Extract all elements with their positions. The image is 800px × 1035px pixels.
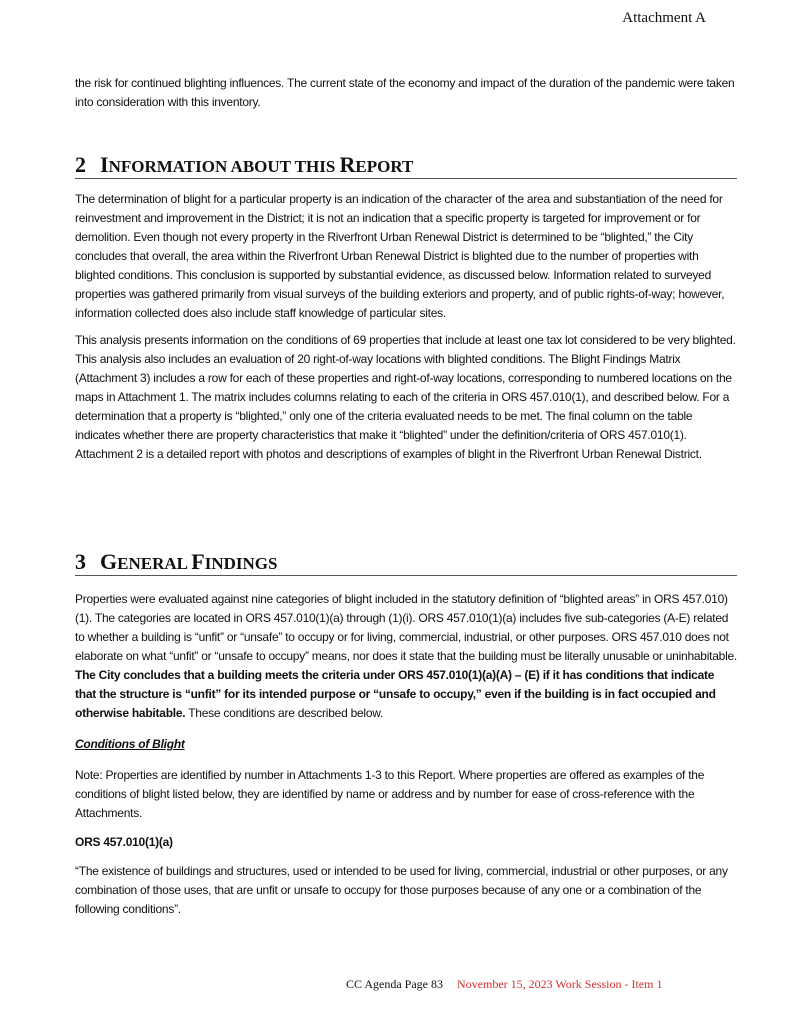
session-label: November 15, 2023 Work Session - Item 1 <box>457 977 663 991</box>
section-2-paragraph-1: The determination of blight for a particular property is an indication of the character of the area and substantiation of the need for reinvestment and improvement in the District; it is not an indication that a specific property is targeted for improvement or for demolition. Even though not every property in the Riverfront Urban Renewal District is determined to be “blighted,” the City concludes that overall, the area within the Riverfront Urban Renewal District is blighted due to the number of properties with blighted conditions. This conclusion is supported by substantial evidence, as discussed below. Information related to surveyed properties was gathered primarily from visual surveys of the building exteriors and property, and of public rights-of-way; however, information collected does also include staff knowledge of particular sites. <box>75 192 725 320</box>
section-3 <box>75 549 737 927</box>
attachment-label: Attachment A <box>622 10 706 26</box>
section-3-paragraph-1: Properties were evaluated against nine categories of blight included in the statutory definition of “blighted areas” in ORS 457.010)(1). The categories are located in ORS 457.010(1)(a) through (1)(i). ORS 457.010(1)(a) includes five sub-categories (A-E) related to whether a building is “unfit” or “unsafe” to occupy or for living, commercial, industrial, or other purposes. ORS 457.010 does not elaborate on what “unfit” or “unsafe to occupy” means, nor does it state that the building must be literally unusable or uninhabitable. The City concludes that a building meets the criteria under ORS 457.010(1)(a)(A) – (E) if it has conditions that indicate that the structure is “unfit” for its intended purpose or “unsafe to occupy,” even if the building is in fact occupied and otherwise habitable. These conditions are described below. <box>75 592 737 720</box>
note-paragraph: Note: Properties are identified by number in Attachments 1-3 to this Report. Where properties are offered as examples of the conditions of blight listed below, they are identified by name or address and by number for ease of cross-reference with the Attachments. <box>75 768 705 820</box>
intro-paragraph: the risk for continued blighting influences. The current state of the economy and impact of the duration of the pandemic were taken into consideration with this inventory. <box>75 76 735 109</box>
section-2 <box>75 152 737 472</box>
ors-quote: “The existence of buildings and structures, used or intended to be used for living, commercial, industrial or other purposes, or any combination of those uses, that are unfit or unsafe to occupy for those purposes because of any one or a combination of the following conditions”. <box>75 864 728 916</box>
intro <box>75 74 737 120</box>
page-footer <box>346 977 662 992</box>
section-3-heading: 3 GENERAL FINDINGS <box>75 552 737 576</box>
conditions-subheading: Conditions of Blight <box>75 737 185 751</box>
section-2-paragraph-2: This analysis presents information on the conditions of 69 properties that include at least one tax lot considered to be very blighted. This analysis also includes an evaluation of 20 right-of-way locations with blighted conditions. The Blight Findings Matrix (Attachment 3) includes a row for each of these properties and right-of-way locations, corresponding to numbered locations on the maps in Attachment 1. The matrix includes columns relating to each of the criteria in ORS 457.010(1), and described below. For a determination that a property is “blighted,” only one of the criteria evaluated needs to be met. The final column on the table indicates whether there are property characteristics that make it “blighted” under the definition/criteria of ORS 457.010(1). Attachment 2 is a detailed report with photos and descriptions of examples of blight in the Riverfront Urban Renewal District. <box>75 333 736 461</box>
section-2-heading: 2 INFORMATION ABOUT THIS REPORT <box>75 155 737 179</box>
page-number: CC Agenda Page 83 <box>346 977 443 991</box>
ors-heading: ORS 457.010(1)(a) <box>75 835 173 849</box>
